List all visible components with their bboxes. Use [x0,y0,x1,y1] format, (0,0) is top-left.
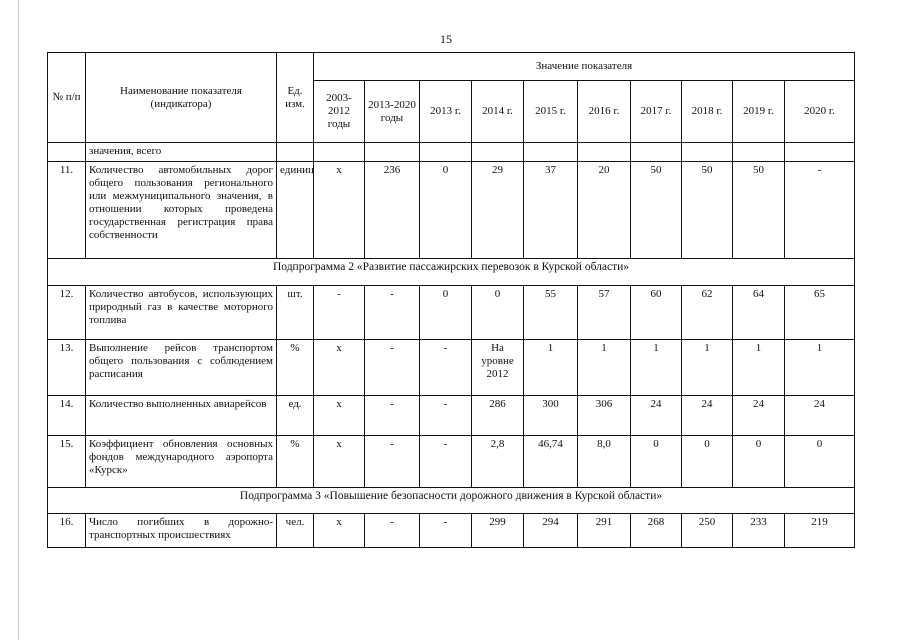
row-num: 12. [48,286,86,340]
row-value: 1 [785,340,855,396]
table-row [48,436,855,488]
row-value: 236 [365,162,420,259]
subprogram-row [48,259,855,286]
table-row [48,396,855,436]
row-name: Количество выполненных авиарейсов [86,396,277,436]
row-name: Количество автомобильных дорог общего пользования регионального или межмуниципального значения, в отношении которых проведена государственная регистрация права собственности [86,162,277,259]
row-value: 57 [578,286,631,340]
row-num: 11. [48,162,86,259]
row-value: 286 [472,396,524,436]
table-row [48,514,855,548]
header-period: 2019 г. [733,81,785,143]
row-value: - [365,340,420,396]
row-value: 24 [631,396,682,436]
header-num: № п/п [48,53,86,143]
row-num: 16. [48,514,86,548]
header-period: 2015 г. [524,81,578,143]
row-value: 20 [578,162,631,259]
row-value: - [420,396,472,436]
subprogram-2-title: Подпрограмма 2 «Развитие пассажирских перевозок в Курской области» [48,259,855,286]
row-unit: % [277,436,314,488]
row-value: x [314,340,365,396]
header-period: 2018 г. [682,81,733,143]
row-value: 60 [631,286,682,340]
row-value: 1 [524,340,578,396]
row-value: 46,74 [524,436,578,488]
row-value: 0 [420,162,472,259]
row-value: 0 [733,436,785,488]
subprogram-row [48,488,855,514]
row-value: 294 [524,514,578,548]
indicators-table [47,52,855,548]
table-row [48,286,855,340]
row-unit: шт. [277,286,314,340]
row-value: 62 [682,286,733,340]
header-period: 2016 г. [578,81,631,143]
scan-edge-line [18,0,19,640]
row-value: x [314,162,365,259]
continuation-text: значения, всего [86,143,277,162]
row-value: 24 [785,396,855,436]
row-value: 0 [631,436,682,488]
row-name: Число погибших в дорожно-транспортных происшествиях [86,514,277,548]
row-name: Коэффициент обновления основных фондов международного аэропорта «Курск» [86,436,277,488]
row-value: 0 [682,436,733,488]
row-value: - [420,514,472,548]
row-value: 250 [682,514,733,548]
header-period: 2017 г. [631,81,682,143]
row-value: 1 [682,340,733,396]
row-value: 0 [472,286,524,340]
row-value: 1 [631,340,682,396]
row-value: 24 [733,396,785,436]
row-value: x [314,396,365,436]
table-row [48,340,855,396]
page-number: 15 [440,32,452,46]
header-values-group: Значение показателя [314,53,855,81]
row-value: 299 [472,514,524,548]
row-value: x [314,436,365,488]
row-unit: % [277,340,314,396]
row-value: - [365,514,420,548]
row-value: - [365,396,420,436]
row-value: 300 [524,396,578,436]
row-value: 219 [785,514,855,548]
row-value: - [365,436,420,488]
header-period: 2020 г. [785,81,855,143]
row-unit: чел. [277,514,314,548]
row-value: 233 [733,514,785,548]
row-value: На уровне 2012 [472,340,524,396]
row-unit: единиц [277,162,314,259]
row-value: 24 [682,396,733,436]
header-period: 2013 г. [420,81,472,143]
header-row-top [48,53,855,81]
row-value: 50 [733,162,785,259]
row-value: 0 [785,436,855,488]
row-value: 268 [631,514,682,548]
row-value: 1 [733,340,785,396]
row-name: Выполнение рейсов транспортом общего пользования с соблюдением расписания [86,340,277,396]
row-value: - [314,286,365,340]
row-num: 13. [48,340,86,396]
row-value: - [420,340,472,396]
row-num: 14. [48,396,86,436]
row-value: 306 [578,396,631,436]
table-row [48,162,855,259]
header-period: 2013-2020 годы [365,81,420,143]
header-period: 2003-2012 годы [314,81,365,143]
row-value: 55 [524,286,578,340]
row-value: 65 [785,286,855,340]
row-value: 37 [524,162,578,259]
row-name: Количество автобусов, использующих природный газ в качестве моторного топлива [86,286,277,340]
row-value: 29 [472,162,524,259]
row-value: 64 [733,286,785,340]
header-name: Наименование показателя (индикатора) [86,53,277,143]
subprogram-3-title: Подпрограмма 3 «Повышение безопасности дорожного движения в Курской области» [48,488,855,514]
row-value: - [785,162,855,259]
header-period: 2014 г. [472,81,524,143]
row-value: 291 [578,514,631,548]
row-value: - [420,436,472,488]
row-value: 8,0 [578,436,631,488]
continuation-row [48,143,855,162]
row-value: 2,8 [472,436,524,488]
header-unit: Ед. изм. [277,53,314,143]
row-value: - [365,286,420,340]
row-value: 0 [420,286,472,340]
row-value: 1 [578,340,631,396]
row-value: 50 [631,162,682,259]
row-value: x [314,514,365,548]
row-value: 50 [682,162,733,259]
row-unit: ед. [277,396,314,436]
row-num: 15. [48,436,86,488]
